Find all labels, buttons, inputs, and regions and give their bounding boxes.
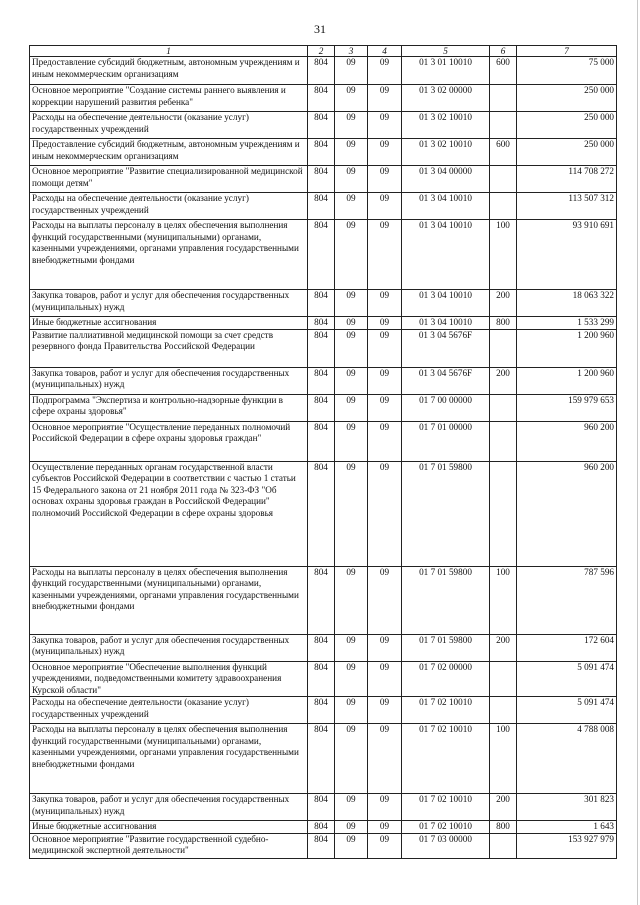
cell-csr: 01 7 02 10010 xyxy=(402,724,490,794)
table-row xyxy=(30,394,617,421)
cell-vr xyxy=(490,112,517,139)
cell-sum: 250 000 xyxy=(517,85,617,112)
cell-sum: 1 200 960 xyxy=(517,329,617,367)
cell-name: Закупка товаров, работ и услуг для обеспечения государственных (муниципальных) нужд xyxy=(30,794,308,821)
cell-csr: 01 3 02 10010 xyxy=(402,112,490,139)
cell-pr: 09 xyxy=(368,166,402,193)
cell-vr: 200 xyxy=(490,290,517,317)
cell-ved: 804 xyxy=(308,794,335,821)
cell-ved: 804 xyxy=(308,166,335,193)
cell-sum: 18 063 322 xyxy=(517,290,617,317)
cell-pr: 09 xyxy=(368,367,402,394)
cell-sum: 113 507 312 xyxy=(517,193,617,220)
cell-vr: 200 xyxy=(490,794,517,821)
cell-rz: 09 xyxy=(335,634,368,661)
cell-csr: 01 3 04 10010 xyxy=(402,317,490,330)
cell-pr: 09 xyxy=(368,220,402,290)
cell-sum: 114 708 272 xyxy=(517,166,617,193)
cell-ved: 804 xyxy=(308,833,335,858)
cell-pr: 09 xyxy=(368,634,402,661)
cell-vr xyxy=(490,697,517,724)
cell-rz: 09 xyxy=(335,329,368,367)
cell-sum: 172 604 xyxy=(517,634,617,661)
cell-rz: 09 xyxy=(335,566,368,634)
cell-pr: 09 xyxy=(368,821,402,834)
table-row xyxy=(30,421,617,461)
table-row xyxy=(30,220,617,290)
cell-name: Расходы на выплаты персоналу в целях обеспечения выполнения функций государственными (муниципальными) органами, казенными учреждениями, органами управления государственными внебюджетными фондами xyxy=(30,566,308,634)
cell-sum: 250 000 xyxy=(517,112,617,139)
table-row xyxy=(30,193,617,220)
cell-ved: 804 xyxy=(308,290,335,317)
cell-rz: 09 xyxy=(335,421,368,461)
cell-name: Предоставление субсидий бюджетным, автономным учреждениям и иным некоммерческим организациям xyxy=(30,57,308,85)
header-cell: 7 xyxy=(517,46,617,57)
table-row xyxy=(30,317,617,330)
cell-vr xyxy=(490,166,517,193)
cell-rz: 09 xyxy=(335,367,368,394)
cell-ved: 804 xyxy=(308,394,335,421)
cell-vr: 100 xyxy=(490,566,517,634)
table-row xyxy=(30,57,617,85)
table-row xyxy=(30,697,617,724)
cell-rz: 09 xyxy=(335,833,368,858)
table-row xyxy=(30,367,617,394)
cell-pr: 09 xyxy=(368,661,402,697)
cell-sum: 5 091 474 xyxy=(517,697,617,724)
header-cell: 2 xyxy=(308,46,335,57)
cell-rz: 09 xyxy=(335,394,368,421)
cell-name: Иные бюджетные ассигнования xyxy=(30,317,308,330)
cell-vr: 100 xyxy=(490,220,517,290)
table-row xyxy=(30,821,617,834)
cell-sum: 93 910 691 xyxy=(517,220,617,290)
cell-rz: 09 xyxy=(335,112,368,139)
cell-sum: 1 533 299 xyxy=(517,317,617,330)
cell-vr: 200 xyxy=(490,367,517,394)
cell-rz: 09 xyxy=(335,290,368,317)
cell-ved: 804 xyxy=(308,421,335,461)
header-cell: 5 xyxy=(402,46,490,57)
cell-csr: 01 3 04 10010 xyxy=(402,290,490,317)
cell-name: Закупка товаров, работ и услуг для обеспечения государственных (муниципальных) нужд xyxy=(30,634,308,661)
cell-ved: 804 xyxy=(308,85,335,112)
cell-vr: 800 xyxy=(490,317,517,330)
cell-name: Основное мероприятие "Обеспечение выполнения функций учреждениями, подведомственными комитету здравоохранения Курской области" xyxy=(30,661,308,697)
cell-sum: 4 788 008 xyxy=(517,724,617,794)
cell-sum: 1 200 960 xyxy=(517,367,617,394)
cell-pr: 09 xyxy=(368,290,402,317)
cell-csr: 01 7 01 59800 xyxy=(402,461,490,566)
table-row xyxy=(30,461,617,566)
cell-name: Иные бюджетные ассигнования xyxy=(30,821,308,834)
cell-rz: 09 xyxy=(335,661,368,697)
cell-ved: 804 xyxy=(308,461,335,566)
cell-name: Расходы на выплаты персоналу в целях обеспечения выполнения функций государственными (муниципальными) органами, казенными учреждениями, органами управления государственными внебюджетными фондами xyxy=(30,220,308,290)
cell-ved: 804 xyxy=(308,697,335,724)
cell-ved: 804 xyxy=(308,661,335,697)
cell-rz: 09 xyxy=(335,193,368,220)
cell-name: Основное мероприятие "Осуществление переданных полномочий Российской Федерации в сфере охраны здоровья граждан" xyxy=(30,421,308,461)
cell-ved: 804 xyxy=(308,634,335,661)
cell-csr: 01 3 04 5676F xyxy=(402,367,490,394)
cell-name: Расходы на обеспечение деятельности (оказание услуг) государственных учреждений xyxy=(30,112,308,139)
cell-csr: 01 3 02 10010 xyxy=(402,139,490,166)
table-row xyxy=(30,329,617,367)
table-row xyxy=(30,85,617,112)
cell-ved: 804 xyxy=(308,193,335,220)
cell-name: Расходы на обеспечение деятельности (оказание услуг) государственных учреждений xyxy=(30,193,308,220)
cell-name: Развитие паллиативной медицинской помощи за счет средств резервного фонда Правительства Российской Федерации xyxy=(30,329,308,367)
cell-vr xyxy=(490,421,517,461)
cell-rz: 09 xyxy=(335,461,368,566)
cell-name: Основное мероприятие "Развитие государственной судебно-медицинской экспертной деятельности" xyxy=(30,833,308,858)
cell-ved: 804 xyxy=(308,367,335,394)
header-cell: 4 xyxy=(368,46,402,57)
cell-name: Закупка товаров, работ и услуг для обеспечения государственных (муниципальных) нужд xyxy=(30,367,308,394)
cell-csr: 01 3 04 5676F xyxy=(402,329,490,367)
cell-sum: 159 979 653 xyxy=(517,394,617,421)
cell-csr: 01 3 01 10010 xyxy=(402,57,490,85)
cell-csr: 01 7 00 00000 xyxy=(402,394,490,421)
header-cell: 3 xyxy=(335,46,368,57)
cell-ved: 804 xyxy=(308,139,335,166)
cell-rz: 09 xyxy=(335,166,368,193)
table-row xyxy=(30,634,617,661)
header-cell: 1 xyxy=(30,46,308,57)
cell-vr: 600 xyxy=(490,57,517,85)
cell-pr: 09 xyxy=(368,697,402,724)
table-header-row xyxy=(30,46,617,57)
cell-rz: 09 xyxy=(335,85,368,112)
cell-ved: 804 xyxy=(308,112,335,139)
cell-csr: 01 3 04 10010 xyxy=(402,220,490,290)
table-row xyxy=(30,661,617,697)
cell-pr: 09 xyxy=(368,794,402,821)
cell-pr: 09 xyxy=(368,421,402,461)
cell-pr: 09 xyxy=(368,57,402,85)
cell-rz: 09 xyxy=(335,697,368,724)
cell-rz: 09 xyxy=(335,139,368,166)
cell-pr: 09 xyxy=(368,833,402,858)
cell-vr xyxy=(490,329,517,367)
cell-sum: 301 823 xyxy=(517,794,617,821)
cell-csr: 01 3 02 00000 xyxy=(402,85,490,112)
cell-pr: 09 xyxy=(368,317,402,330)
cell-csr: 01 3 04 10010 xyxy=(402,193,490,220)
cell-name: Расходы на выплаты персоналу в целях обеспечения выполнения функций государственными (муниципальными) органами, казенными учреждениями, органами управления государственными внебюджетными фондами xyxy=(30,724,308,794)
cell-name: Подпрограмма "Экспертиза и контрольно-надзорные функции в сфере охраны здоровья" xyxy=(30,394,308,421)
cell-rz: 09 xyxy=(335,724,368,794)
cell-ved: 804 xyxy=(308,566,335,634)
cell-ved: 804 xyxy=(308,317,335,330)
cell-pr: 09 xyxy=(368,461,402,566)
cell-sum: 1 643 xyxy=(517,821,617,834)
table-row xyxy=(30,139,617,166)
cell-sum: 153 927 979 xyxy=(517,833,617,858)
cell-csr: 01 7 01 59800 xyxy=(402,566,490,634)
cell-ved: 804 xyxy=(308,220,335,290)
cell-name: Расходы на обеспечение деятельности (оказание услуг) государственных учреждений xyxy=(30,697,308,724)
table-row xyxy=(30,833,617,858)
cell-vr xyxy=(490,85,517,112)
cell-csr: 01 7 03 00000 xyxy=(402,833,490,858)
cell-csr: 01 7 02 10010 xyxy=(402,821,490,834)
cell-pr: 09 xyxy=(368,724,402,794)
cell-vr: 600 xyxy=(490,139,517,166)
cell-csr: 01 7 02 10010 xyxy=(402,697,490,724)
cell-sum: 787 596 xyxy=(517,566,617,634)
cell-rz: 09 xyxy=(335,794,368,821)
cell-pr: 09 xyxy=(368,394,402,421)
cell-pr: 09 xyxy=(368,193,402,220)
cell-sum: 960 200 xyxy=(517,461,617,566)
cell-ved: 804 xyxy=(308,821,335,834)
cell-pr: 09 xyxy=(368,139,402,166)
cell-vr xyxy=(490,394,517,421)
cell-name: Основное мероприятие "Создание системы раннего выявления и коррекции нарушений развития ребенка" xyxy=(30,85,308,112)
page-edge-line xyxy=(637,0,638,905)
cell-rz: 09 xyxy=(335,220,368,290)
cell-pr: 09 xyxy=(368,85,402,112)
cell-sum: 960 200 xyxy=(517,421,617,461)
cell-csr: 01 7 01 59800 xyxy=(402,634,490,661)
cell-name: Осуществление переданных органам государственной власти субъектов Российской Федерации в соответствии с частью 1 статьи 15 Федерального закона от 21 ноября 2011 года № 323-ФЗ "Об основах охраны здоровья граждан в Российской Федерации" полномочий Российской Федерации в сфере охраны здоровья xyxy=(30,461,308,566)
page-number: 31 xyxy=(314,22,326,36)
cell-pr: 09 xyxy=(368,112,402,139)
cell-name: Основное мероприятие "Развитие специализированной медицинской помощи детям" xyxy=(30,166,308,193)
cell-vr: 100 xyxy=(490,724,517,794)
table-row xyxy=(30,724,617,794)
cell-vr xyxy=(490,661,517,697)
cell-sum: 5 091 474 xyxy=(517,661,617,697)
cell-ved: 804 xyxy=(308,724,335,794)
table-row xyxy=(30,112,617,139)
cell-name: Закупка товаров, работ и услуг для обеспечения государственных (муниципальных) нужд xyxy=(30,290,308,317)
cell-csr: 01 3 04 00000 xyxy=(402,166,490,193)
cell-ved: 804 xyxy=(308,57,335,85)
cell-vr xyxy=(490,461,517,566)
cell-vr: 800 xyxy=(490,821,517,834)
cell-sum: 75 000 xyxy=(517,57,617,85)
header-cell: 6 xyxy=(490,46,517,57)
cell-csr: 01 7 01 00000 xyxy=(402,421,490,461)
cell-ved: 804 xyxy=(308,329,335,367)
cell-rz: 09 xyxy=(335,821,368,834)
budget-table xyxy=(29,45,617,859)
cell-csr: 01 7 02 10010 xyxy=(402,794,490,821)
cell-vr: 200 xyxy=(490,634,517,661)
cell-rz: 09 xyxy=(335,317,368,330)
cell-name: Предоставление субсидий бюджетным, автономным учреждениям и иным некоммерческим организациям xyxy=(30,139,308,166)
cell-pr: 09 xyxy=(368,329,402,367)
cell-rz: 09 xyxy=(335,57,368,85)
table-row xyxy=(30,794,617,821)
table-row xyxy=(30,290,617,317)
cell-pr: 09 xyxy=(368,566,402,634)
cell-vr xyxy=(490,193,517,220)
cell-vr xyxy=(490,833,517,858)
cell-sum: 250 000 xyxy=(517,139,617,166)
cell-csr: 01 7 02 00000 xyxy=(402,661,490,697)
table-row xyxy=(30,566,617,634)
table-row xyxy=(30,166,617,193)
